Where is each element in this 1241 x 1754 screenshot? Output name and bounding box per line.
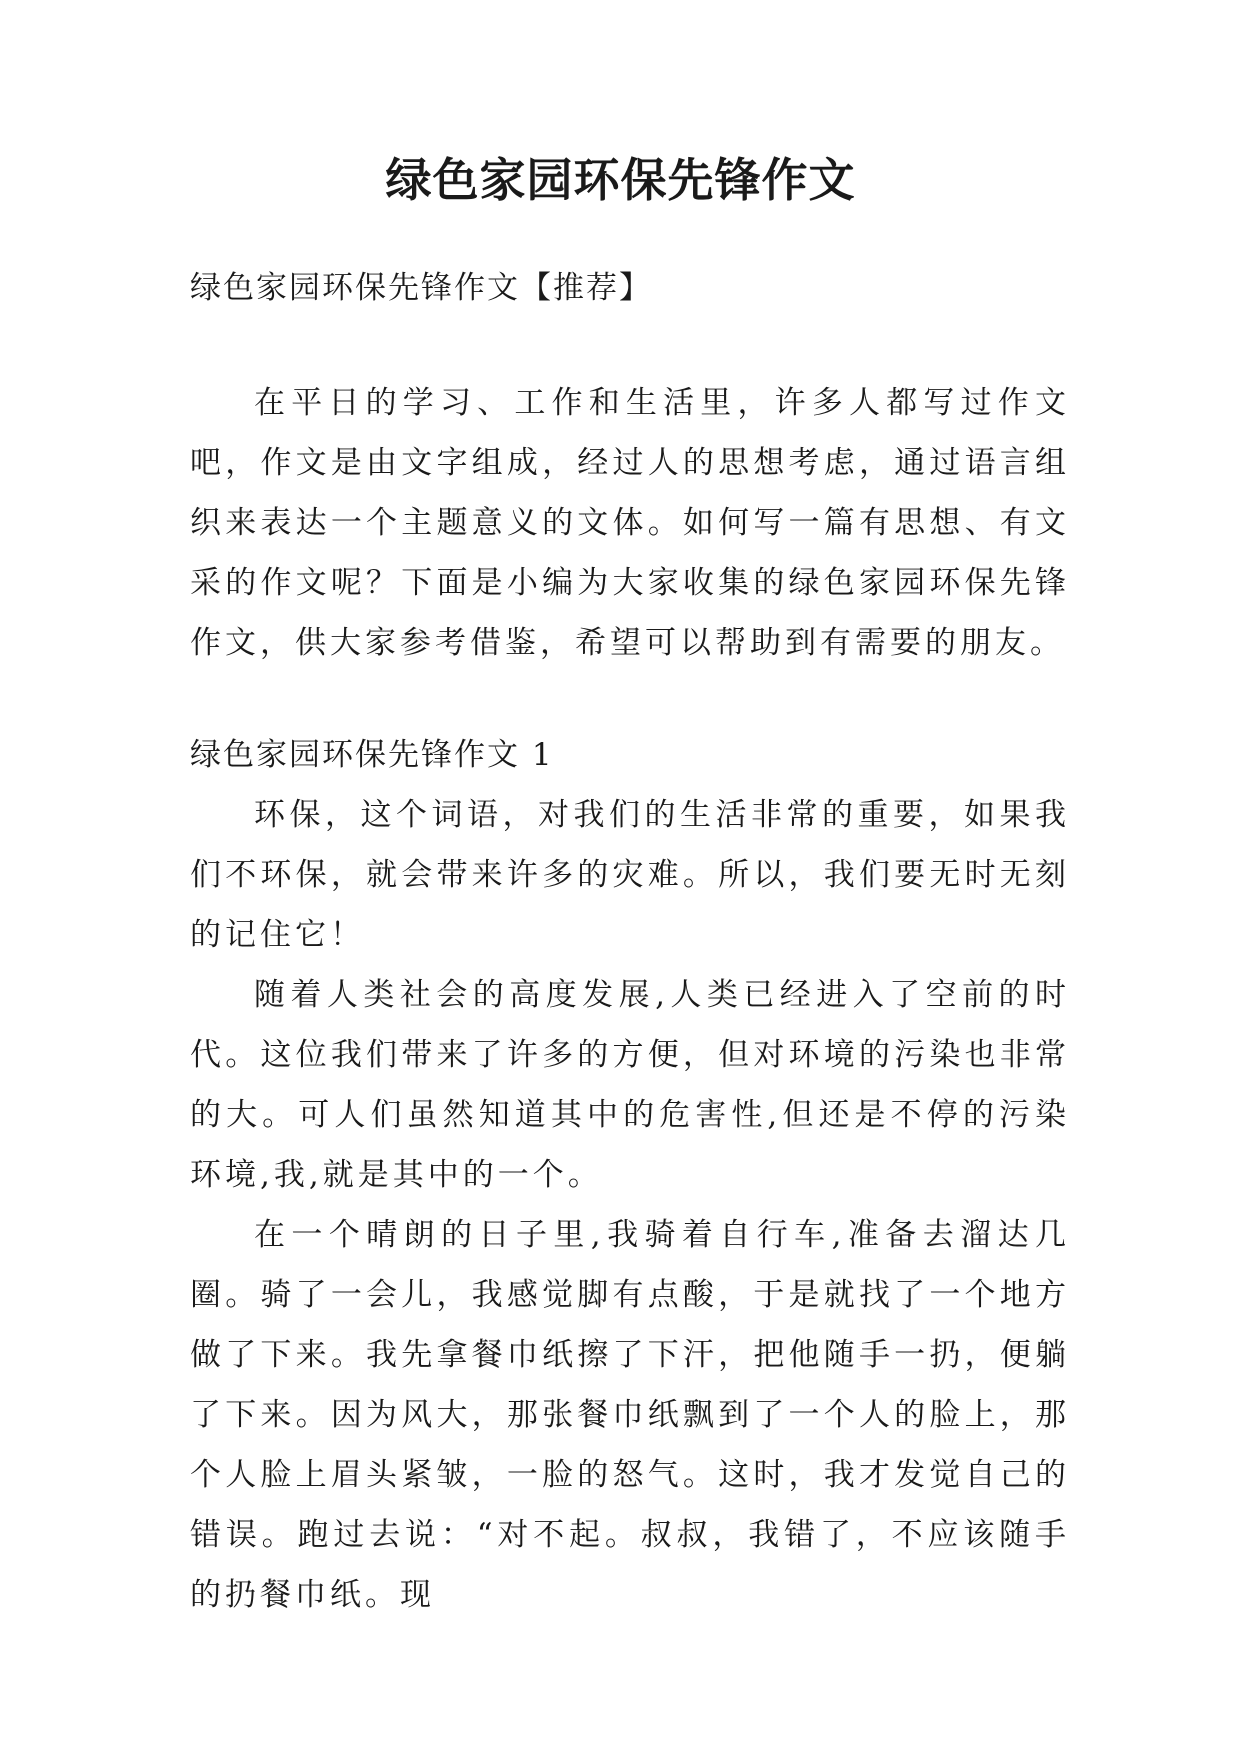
- section-heading: 绿色家园环保先锋作文 1: [190, 737, 554, 773]
- body-paragraph: 随着人类社会的高度发展,人类已经进入了空前的时代。这位我们带来了许多的方便，但对环境的污染也非常的大。可人们虽然知道其中的危害性,但还是不停的污染环境,我,就是其中的一个。: [190, 977, 1070, 1193]
- intro-paragraph: 在平日的学习、工作和生活里，许多人都写过作文吧，作文是由文字组成，经过人的思想考虑，通过语言组织来表达一个主题意义的文体。如何写一篇有思想、有文采的作文呢？下面是小编为大家收集的绿色家园环保先锋作文，供大家参考借鉴，希望可以帮助到有需要的朋友。: [190, 385, 1070, 661]
- document-subtitle: 绿色家园环保先锋作文【推荐】: [190, 270, 652, 306]
- body-paragraph: 在一个晴朗的日子里,我骑着自行车,准备去溜达几圈。骑了一会儿，我感觉脚有点酸，于是就找了一个地方做了下来。我先拿餐巾纸擦了下汗，把他随手一扔，便躺了下来。因为风大，那张餐巾纸飘到了一个人的脸上，那个人脸上眉头紧皱，一脸的怒气。这时，我才发觉自己的错误。跑过去说：“对不起。叔叔，我错了，不应该随手的扔餐巾纸。现: [190, 1217, 1070, 1613]
- document-body: [190, 258, 1070, 1625]
- body-paragraph: 环保，这个词语，对我们的生活非常的重要，如果我们不环保，就会带来许多的灾难。所以，我们要无时无刻的记住它！: [190, 797, 1070, 953]
- document-title: 绿色家园环保先锋作文: [385, 153, 856, 207]
